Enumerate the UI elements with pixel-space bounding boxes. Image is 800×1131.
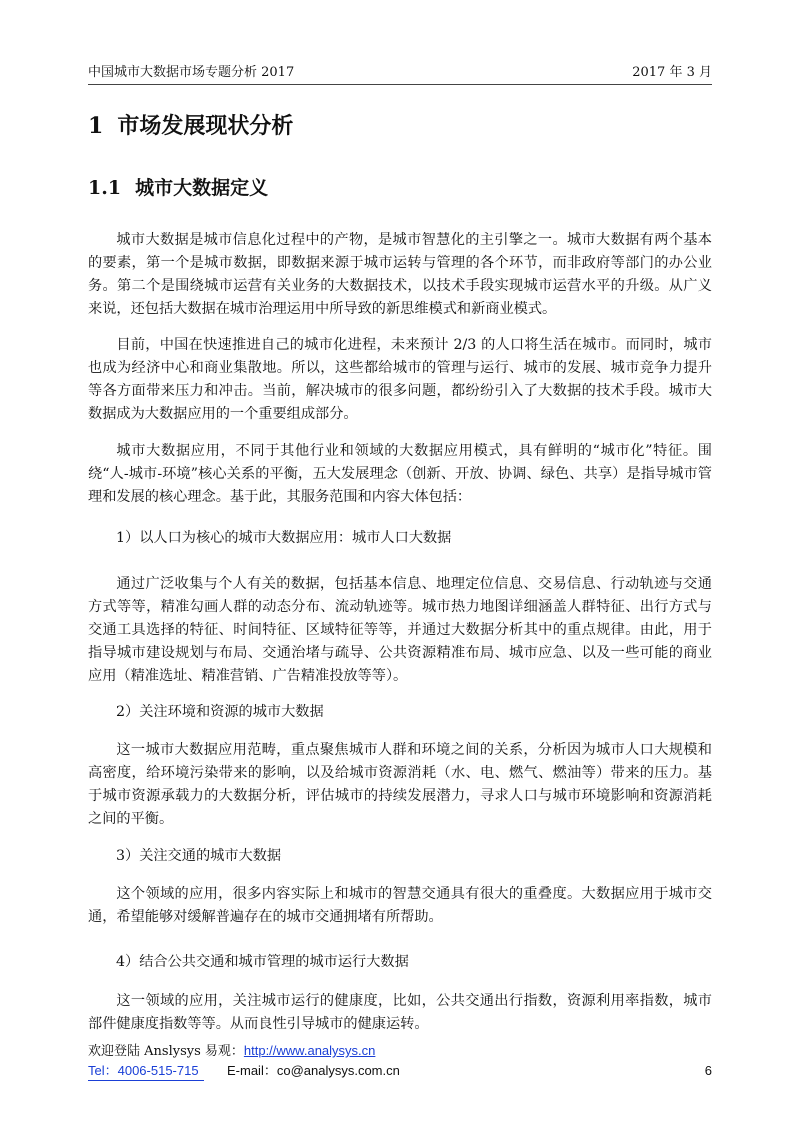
paragraph-definition: 城市大数据是城市信息化过程中的产物，是城市智慧化的主引擎之一。城市大数据有两个基本的要素，第一个是城市数据，即数据来源于城市运转与管理的各个环节，而非政府等部门的办公业务。第二个是围绕城市运营有关业务的大数据技术，以技术手段实现城市运营水平的升级。从广义来说，还包括大数据在城市治理运用中所导致的新思维模式和新商业模式。 <box>88 232 712 317</box>
paragraph-population: 通过广泛收集与个人有关的数据，包括基本信息、地理定位信息、交易信息、行动轨迹与交通方式等等，精准勾画人群的动态分布、流动轨迹等。城市热力地图详细涵盖人群特征、出行方式与交通工具选择的特征、时间特征、区域特征等等，并通过大数据分析其中的重点规律。由此，用于指导城市建设规划与布局、交通治堵与疏导、公共资源精准布局、城市应急、以及一些可能的商业应用（精准选址、精准营销、广告精准投放等等）。 <box>88 576 712 684</box>
page-header <box>88 62 712 85</box>
paragraph-traffic: 这个领域的应用，很多内容实际上和城市的智慧交通具有很大的重叠度。大数据应用于城市交通，希望能够对缓解普遍存在的城市交通拥堵有所帮助。 <box>88 886 712 925</box>
list-item-traffic: 3）关注交通的城市大数据 <box>116 848 282 864</box>
header-report-title: 中国城市大数据市场专题分析 2017 <box>88 65 295 80</box>
subsection-title: 城市大数据定义 <box>135 177 269 199</box>
page-number: 6 <box>704 1063 712 1078</box>
paragraph-operation: 这一领域的应用，关注城市运行的健康度，比如，公共交通出行指数，资源利用率指数，城市部件健康度指数等等。从而良性引导城市的健康运转。 <box>88 993 712 1032</box>
footer-tel-underline <box>88 1080 204 1081</box>
section-heading <box>88 112 293 140</box>
subsection-heading <box>88 175 268 201</box>
paragraph-urbanization: 目前，中国在快速推进自己的城市化进程，未来预计 2/3 的人口将生活在城市。而同时，城市也成为经济中心和商业集散地。所以，这些都给城市的管理与运行、城市的发展、城市竞争力提升等各方面带来压力和冲击。当前，解决城市的很多问题，都纷纷引入了大数据的技术手段。城市大数据成为大数据应用的一个重要组成部分。 <box>88 337 712 422</box>
footer-welcome-text: 欢迎登陆 Anslysys 易观： <box>88 1044 244 1059</box>
header-date: 2017 年 3 月 <box>632 65 712 80</box>
footer-website-link[interactable]: http://www.analysys.cn <box>243 1043 376 1058</box>
subsection-number: 1.1 <box>88 177 122 199</box>
footer-contact-line <box>88 1062 712 1080</box>
footer-email: E-mail：co@analysys.com.cn <box>227 1063 400 1078</box>
list-item-operation: 4）结合公共交通和城市管理的城市运行大数据 <box>116 954 409 970</box>
section-number: 1 <box>88 113 104 139</box>
paragraph-environment: 这一城市大数据应用范畴，重点聚焦城市人群和环境之间的关系，分析因为城市人口大规模和高密度，给环境污染带来的影响，以及给城市资源消耗（水、电、燃气、燃油等）带来的压力。基于城市资源承载力的大数据分析，评估城市的持续发展潜力，寻求人口与城市环境影响和资源消耗之间的平衡。 <box>88 742 712 827</box>
list-item-population: 1）以人口为核心的城市大数据应用：城市人口大数据 <box>116 530 452 546</box>
list-item-environment: 2）关注环境和资源的城市大数据 <box>116 704 324 720</box>
footer-tel-link[interactable]: Tel：4006-515-715 <box>88 1063 199 1078</box>
paragraph-characteristics: 城市大数据应用，不同于其他行业和领域的大数据应用模式，具有鲜明的“城市化”特征。围绕“人-城市-环境”核心关系的平衡，五大发展理念（创新、开放、协调、绿色、共享）是指导城市管理和发展的核心理念。基于此，其服务范围和内容大体包括： <box>88 443 712 505</box>
footer-welcome-line <box>88 1042 375 1061</box>
section-title: 市场发展现状分析 <box>117 113 294 139</box>
